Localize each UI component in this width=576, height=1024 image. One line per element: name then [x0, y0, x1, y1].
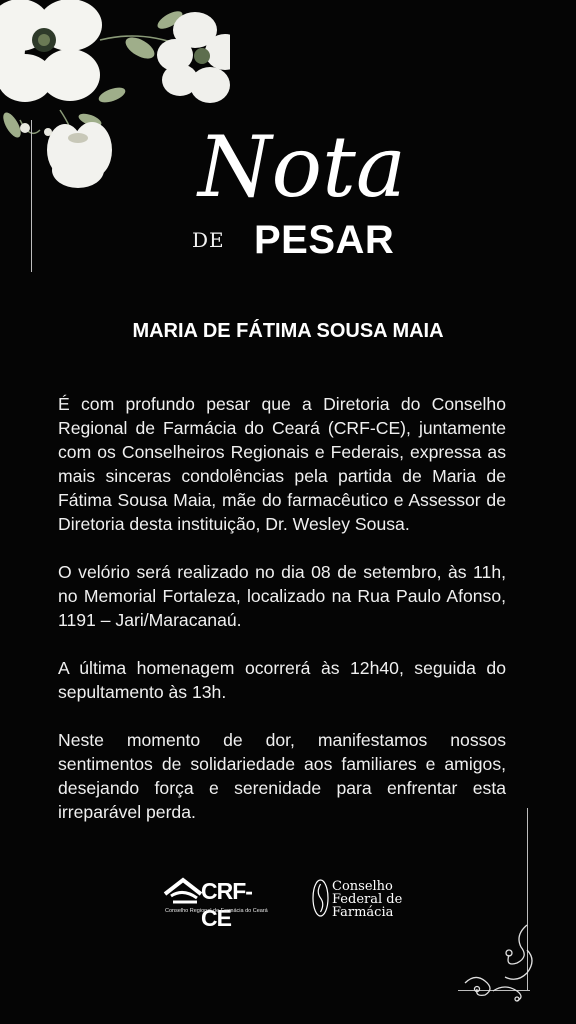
cff-seal-icon — [312, 878, 329, 918]
corner-ornament-icon — [445, 905, 545, 1005]
deceased-name: MARIA DE FÁTIMA SOUSA MAIA — [132, 320, 444, 342]
frame-line-left — [31, 120, 32, 272]
cff-line-3: Farmácia — [332, 905, 394, 920]
title-pesar: PESAR — [254, 218, 395, 262]
body-text — [58, 392, 506, 848]
paragraph-3: A última homenagem ocorrerá às 12h40, seguida do sepultamento às 13h. — [58, 658, 506, 702]
cff-line-1: Conselho — [332, 879, 393, 894]
cff-line-2: Federal de — [332, 892, 403, 907]
paragraph-4: Neste momento de dor, manifestamos nossos sentimentos de solidariedade aos familiares e amigos, desejando força e serenidade para enfrentar esta irreparável perda. — [58, 730, 506, 822]
paragraph-1: É com profundo pesar que a Diretoria do Conselho Regional de Farmácia do Ceará (CRF-CE), juntamente com os Conselheiros Regionais e Federais, expressa as mais sinceras condolências pela partida de Maria de Fátima Sousa Maia, mãe do farmacêutico e Assessor de Diretoria desta instituição, Dr. Wesley Sousa. — [58, 394, 506, 534]
crf-house-icon — [163, 876, 203, 908]
crf-ce-subtitle: Conselho Regional de Farmácia do Ceará — [165, 908, 268, 914]
title-script-nota — [190, 118, 430, 218]
title-de: DE — [192, 228, 225, 252]
crf-ce-logo — [163, 876, 281, 931]
title-script-text: Nota — [198, 118, 406, 216]
paragraph-2: O velório será realizado no dia 08 de setembro, às 11h, no Memorial Fortaleza, localizado na Rua Paulo Afonso, 1191 – Jari/Maracanaú. — [58, 562, 506, 630]
crf-ce-name: CRF-CE — [201, 878, 252, 931]
cff-logo — [312, 876, 407, 922]
